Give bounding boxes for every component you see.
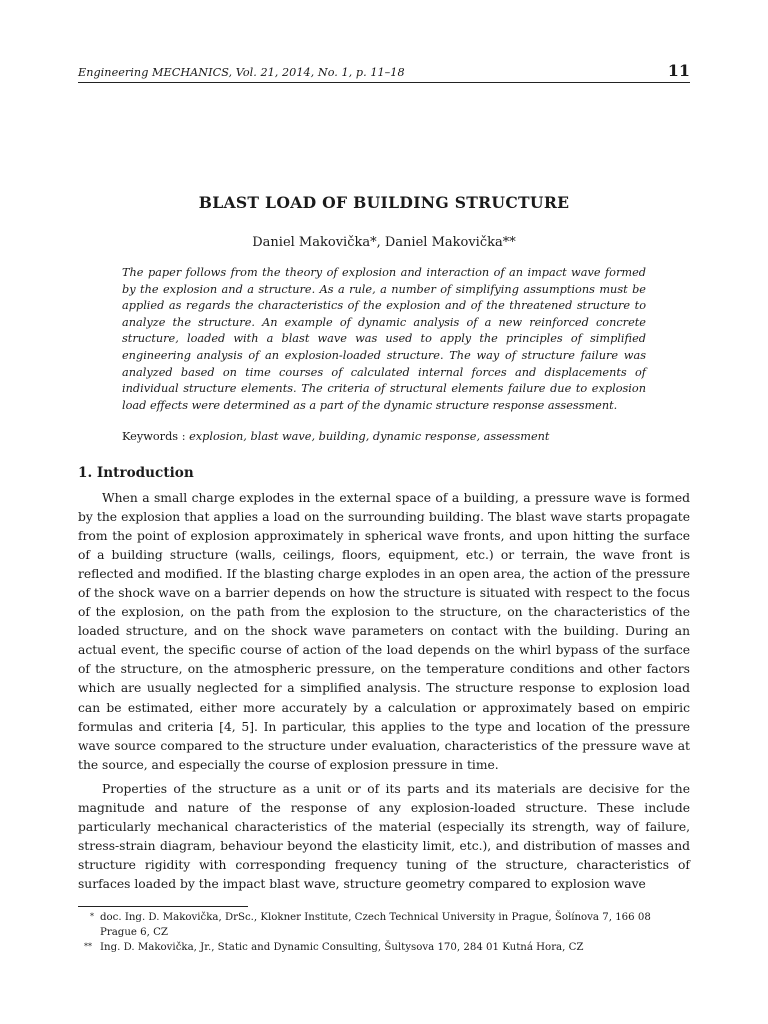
keywords-values: explosion, blast wave, building, dynamic response, assessment [189, 430, 550, 443]
body-text [78, 489, 690, 894]
keywords [122, 430, 646, 443]
footnote-mark: ** [84, 942, 92, 951]
footnote [78, 940, 690, 955]
footnote-text: doc. Ing. D. Makovička, DrSc., Klokner Institute, Czech Technical University in Prague, Šolínova 7, 166 08 Prague 6, CZ [100, 912, 651, 938]
paper-title: BLAST LOAD OF BUILDING STRUCTURE [198, 193, 570, 212]
footnote-mark: * [90, 912, 94, 921]
running-header [78, 60, 690, 83]
keywords-label: Keywords : [122, 430, 186, 443]
abstract: The paper follows from the theory of explosion and interaction of an impact wave formed by the explosion and a structure. As a rule, a number of simplifying assumptions must be applied as regards the characteristics of the explosion and of the threatened structure to analyze the structure. An example of dynamic analysis of a new reinforced concrete structure, loaded with a blast wave was used to apply the principles of simplified engineering analysis of an explosion-loaded structure. The way of structure failure was analyzed based on time courses of calculated internal forces and displacements of individual structure elements. The criteria of structural elements failure due to explosion load effects were determined as a part of the dynamic structure response assessment. [122, 266, 646, 412]
footnote-text: Ing. D. Makovička, Jr., Static and Dynamic Consulting, Šultysova 170, 284 01 Kutná Hora, CZ [100, 942, 584, 953]
footnotes [78, 910, 690, 955]
footnote [78, 910, 690, 940]
section-heading: 1. Introduction [78, 465, 194, 481]
author-list: Daniel Makovička*, Daniel Makovička** [252, 235, 516, 250]
footnote-divider [78, 906, 248, 907]
page-number: 11 [667, 61, 690, 80]
paragraph: When a small charge explodes in the external space of a building, a pressure wave is formed by the explosion that applies a load on the surrounding building. The blast wave starts propagate from the point of explosion approximately in spherical wave fronts, and upon hitting the surface of a building structure (walls, ceilings, floors, equipment, etc.) or terrain, the wave front is reflected and modified. If the blasting charge explodes in an open area, the action of the pressure of the shock wave on a barrier depends on how the structure is situated with respect to the focus of the explosion, on the path from the explosion to the structure, on the characteristics of the loaded structure, and on the shock wave parameters on contact with the building. During an actual event, the specific course of action of the load depends on the whirl bypass of the surface of the structure, on the atmospheric pressure, on the temperature conditions and other factors which are usually neglected for a simplified analysis. The structure response to explosion load can be estimated, either more accurately by a calculation or approximately based on empiric formulas and criteria [4, 5]. In particular, this applies to the type and location of the pressure wave source compared to the structure under evaluation, characteristics of the pressure wave at the source, and especially the course of explosion pressure in time. [78, 491, 690, 772]
journal-citation: Engineering MECHANICS, Vol. 21, 2014, No. 1, p. 11–18 [78, 66, 405, 79]
paragraph: Properties of the structure as a unit or of its parts and its materials are decisive for the magnitude and nature of the response of any explosion-loaded structure. These include particularly mechanical characteristics of the material (especially its strength, way of failure, stress-strain diagram, behaviour beyond the elasticity limit, etc.), and distribution of masses and structure rigidity with corresponding frequency tuning of the structure, characteristics of surfaces loaded by the impact blast wave, structure geometry compared to explosion wave [78, 781, 690, 891]
